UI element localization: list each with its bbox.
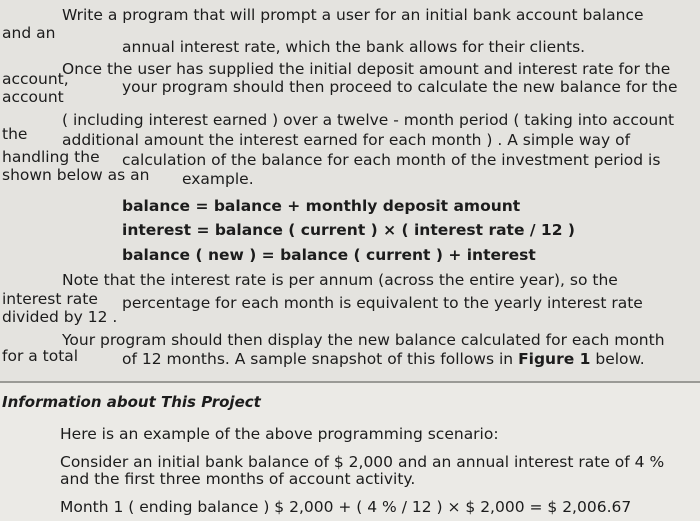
body-text-line: ( including interest earned ) over a twelve - month period ( taking into account xyxy=(62,111,675,129)
note-text-line: Note that the interest rate is per annum (across the entire year), so the xyxy=(62,271,618,289)
info-text-line: Here is an example of the above programming scenario: xyxy=(60,425,499,443)
body-text-line: the xyxy=(2,125,28,143)
info-text-line: and the first three months of account activity. xyxy=(60,470,416,488)
formula-interest: interest = balance ( current ) × ( interest rate / 12 ) xyxy=(122,221,575,239)
example-calculation: Month 1 ( ending balance ) $ 2,000 + ( 4 % / 12 ) × $ 2,000 = $ 2,006.67 xyxy=(60,498,632,516)
display-text-segment: of 12 months. A sample snapshot of this follows in xyxy=(122,350,514,368)
body-text-line: and an xyxy=(2,24,56,42)
body-text-line: example. xyxy=(182,170,254,188)
note-text-line: divided by 12 . xyxy=(2,308,118,326)
body-text-line: account, xyxy=(2,70,69,88)
note-text-line: percentage for each month is equivalent to the yearly interest rate xyxy=(122,294,643,312)
display-text-line: for a total xyxy=(2,347,79,365)
body-text-line: calculation of the balance for each month of the investment period is xyxy=(122,151,661,169)
display-text-segment: below. xyxy=(595,350,645,368)
body-text-line: additional amount the interest earned for each month ) . A simple way of xyxy=(62,131,631,149)
body-text-line: Once the user has supplied the initial deposit amount and interest rate for the xyxy=(62,60,671,78)
formula-balance-deposit: balance = balance + monthly deposit amount xyxy=(122,197,521,215)
display-text-line xyxy=(122,350,645,368)
figure-reference: Figure 1 xyxy=(518,350,591,368)
body-text-line: annual interest rate, which the bank allows for their clients. xyxy=(122,38,586,56)
section-heading: Information about This Project xyxy=(2,393,261,411)
formula-new-balance: balance ( new ) = balance ( current ) + interest xyxy=(122,246,536,264)
note-text-line: interest rate xyxy=(2,290,98,308)
body-text-line: your program should then proceed to calculate the new balance for the xyxy=(122,78,678,96)
body-text-line: account xyxy=(2,88,64,106)
display-text-line: Your program should then display the new balance calculated for each month xyxy=(62,331,665,349)
body-text-line: handling the xyxy=(2,148,100,166)
info-text-line: Consider an initial bank balance of $ 2,000 and an annual interest rate of 4 % xyxy=(60,453,665,471)
body-text-line: shown below as an xyxy=(2,166,150,184)
body-text-line: Write a program that will prompt a user for an initial bank account balance xyxy=(62,6,644,24)
